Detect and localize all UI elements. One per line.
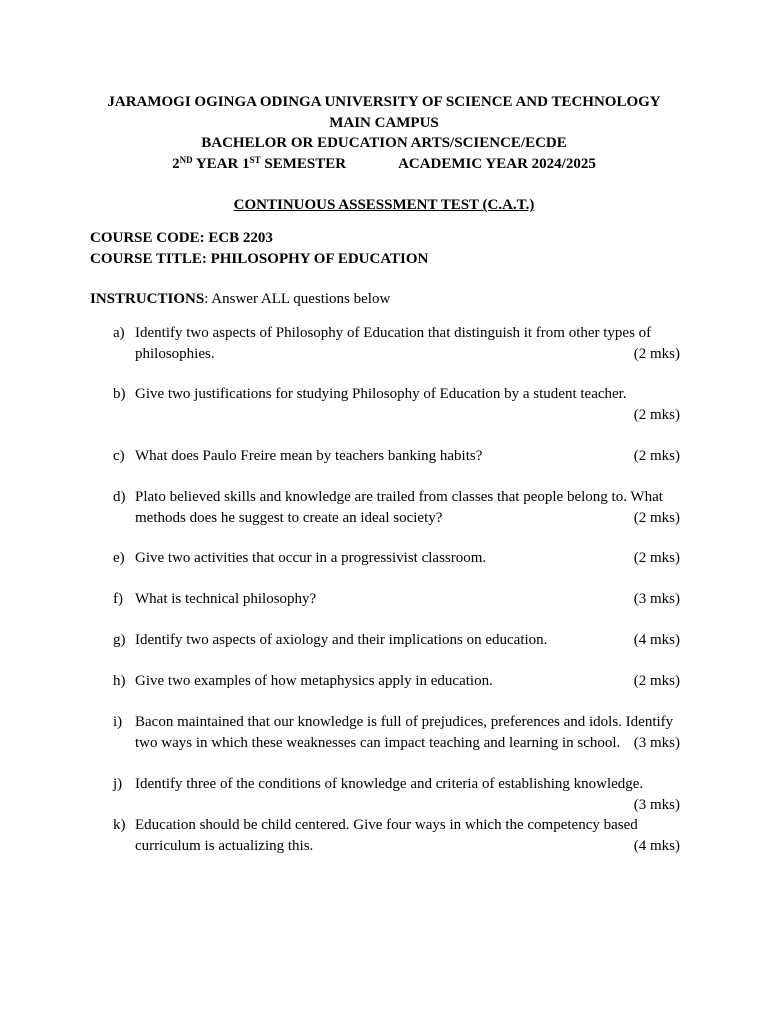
campus-name: MAIN CAMPUS	[329, 114, 439, 131]
instructions	[90, 289, 390, 309]
course-code: COURSE CODE: ECB 2203	[90, 230, 273, 246]
question-text: Identify two aspects of Philosophy of Education that distinguish it from other types of	[135, 325, 652, 341]
academic-year: ACADEMIC YEAR 2024/2025	[398, 155, 596, 172]
question-text: What does Paulo Freire mean by teachers banking habits?	[135, 448, 483, 464]
instructions-text: : Answer ALL questions below	[204, 291, 391, 307]
question-letter: a)	[113, 325, 125, 341]
question-letter: j)	[113, 776, 123, 792]
question-letter: d)	[113, 489, 126, 505]
question-text: What is technical philosophy?	[135, 591, 317, 607]
question-text-continued: philosophies.	[135, 345, 215, 362]
question-marks: (2 mks)	[633, 406, 680, 423]
question-letter: k)	[113, 817, 126, 833]
question-text-continued: methods does he suggest to create an ideal society?	[135, 509, 443, 526]
question-text: Education should be child centered. Give four ways in which the competency based	[135, 817, 638, 833]
question-letter: g)	[113, 632, 126, 648]
question-marks: (2 mks)	[633, 448, 680, 464]
question-text: Identify two aspects of axiology and their implications on education.	[135, 632, 548, 648]
programme-name: BACHELOR OR EDUCATION ARTS/SCIENCE/ECDE	[201, 135, 567, 151]
question-letter: e)	[113, 550, 125, 566]
test-title: CONTINUOUS ASSESSMENT TEST (C.A.T.)	[233, 197, 535, 213]
year-superscript: ND	[179, 154, 193, 165]
question-marks: (2 mks)	[633, 509, 680, 526]
question-text: Bacon maintained that our knowledge is full of prejudices, preferences and idols. Identify	[135, 714, 674, 730]
course-info	[90, 228, 428, 269]
question-text: Give two justifications for studying Philosophy of Education by a student teacher.	[135, 386, 627, 402]
year-number: 2	[172, 155, 180, 172]
year-semester-line	[0, 154, 768, 175]
question-marks: (4 mks)	[633, 837, 680, 854]
instructions-label: INSTRUCTIONS	[90, 291, 205, 307]
question-marks: (2 mks)	[633, 550, 680, 566]
exam-header	[0, 92, 768, 174]
question-text: Identify three of the conditions of knowledge and criteria of establishing knowledge.	[135, 776, 644, 792]
question-marks: (2 mks)	[633, 673, 680, 689]
year-text: YEAR 1	[192, 155, 250, 172]
question-text-continued: two ways in which these weaknesses can impact teaching and learning in school.	[135, 734, 621, 751]
course-title: COURSE TITLE: PHILOSOPHY OF EDUCATION	[90, 250, 429, 267]
question-letter: c)	[113, 448, 125, 464]
question-letter: f)	[113, 591, 123, 607]
semester-text: SEMESTER	[260, 155, 347, 172]
question-marks: (2 mks)	[633, 345, 680, 362]
question-marks: (4 mks)	[633, 632, 680, 648]
question-letter: b)	[113, 386, 126, 402]
university-name: JARAMOGI OGINGA ODINGA UNIVERSITY OF SCIENCE AND TECHNOLOGY	[107, 94, 661, 110]
semester-superscript: ST	[249, 154, 261, 165]
question-text-continued: curriculum is actualizing this.	[135, 837, 314, 854]
question-letter: i)	[113, 714, 123, 730]
question-text: Plato believed skills and knowledge are trailed from classes that people belong to. What	[135, 489, 663, 505]
question-marks: (3 mks)	[633, 734, 680, 751]
question-text: Give two activities that occur in a progressivist classroom.	[135, 550, 487, 566]
question-marks: (3 mks)	[633, 591, 680, 607]
question-letter: h)	[113, 673, 126, 689]
question-marks: (3 mks)	[633, 796, 680, 813]
question-text: Give two examples of how metaphysics apply in education.	[135, 673, 493, 689]
